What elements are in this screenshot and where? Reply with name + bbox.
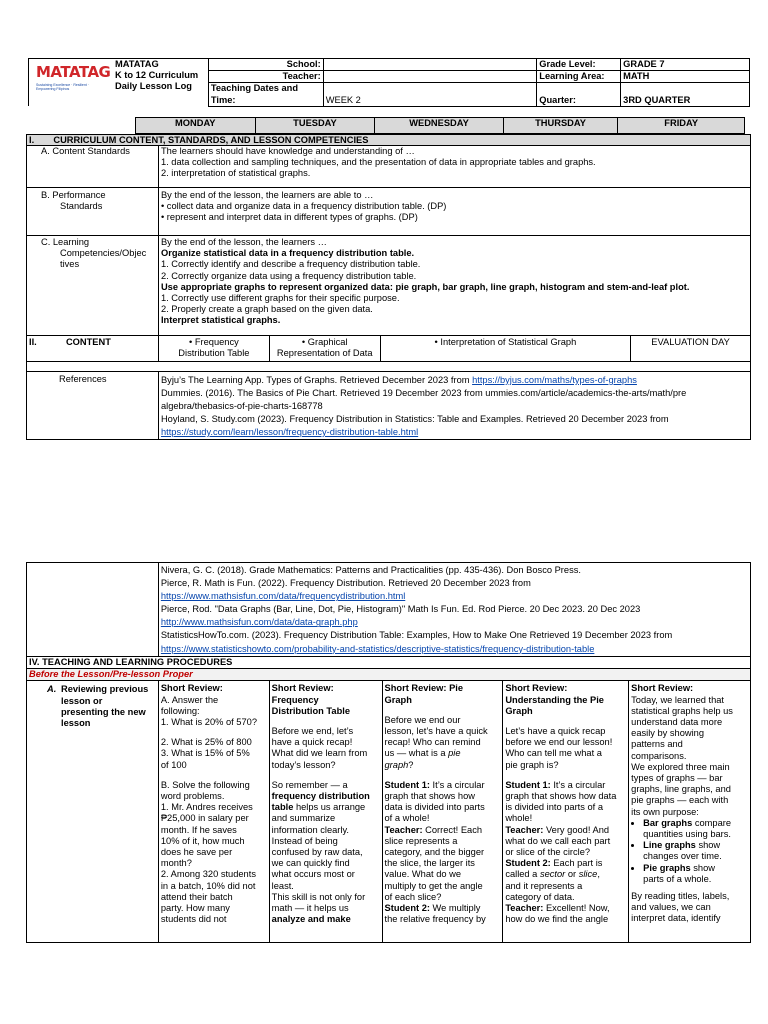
ref-4: Nivera, G. C. (2018). Grade Mathematics: Patterns and Practicalities (pp. 435-436). Don Bosco Press. xyxy=(160,565,581,575)
wed-l5i: graph xyxy=(384,759,409,770)
fri-l3: understand data more xyxy=(631,717,723,728)
fri-b1c: quantities using bars. xyxy=(643,829,732,840)
mon-l17: attend their batch xyxy=(160,891,233,902)
day-monday: MONDAY xyxy=(136,118,256,134)
header-table xyxy=(28,58,750,107)
tue-l17: analyze and make xyxy=(271,914,351,925)
tue-l13: what occurs most or xyxy=(271,869,355,880)
mon-l5: 3. What is 15% of 5% xyxy=(160,748,250,759)
wed-s1: Student 1: xyxy=(384,779,430,790)
fri-l12: By reading titles, labels, xyxy=(631,891,730,902)
fri-b3: Pie graphs xyxy=(643,862,691,873)
content-tue-b: Representation of Data xyxy=(276,348,373,359)
quarter-label: Quarter: xyxy=(537,83,621,106)
thu-h3: Graph xyxy=(505,705,533,716)
days-header xyxy=(135,117,745,134)
fri-b1t: compare xyxy=(692,817,732,828)
lc-label-a: C. Learning xyxy=(41,237,90,247)
thu-t2t: Excellent! Now, xyxy=(543,903,610,914)
logo-tagline: Sustaining Excellence · Resilient · Empowering Filipinos xyxy=(36,83,89,91)
wed-l14: of each slice? xyxy=(384,891,442,902)
wed-l11: the slice, the larger its xyxy=(384,858,475,869)
mon-l7: B. Solve the following xyxy=(160,779,250,790)
ref-6-link[interactable]: http://www.mathsisfun.com/data/data-graph.php xyxy=(160,617,358,628)
cs-line-1: The learners should have knowledge and understanding of … xyxy=(160,146,415,156)
fri-l8: types of graphs — bar xyxy=(631,773,723,784)
mon-l2: following: xyxy=(160,705,200,716)
teaching-dates-value: WEEK 2 xyxy=(323,83,537,106)
tue-l5: So remember — a xyxy=(271,779,348,790)
tue-l1: Before we end, let’s xyxy=(271,726,354,737)
learning-area-label: Learning Area: xyxy=(537,71,621,83)
title-line-2: K to 12 Curriculum xyxy=(115,70,199,81)
dll-table-page-1 xyxy=(26,134,751,440)
content-mon-b: Distribution Table xyxy=(178,348,250,359)
thu-l10j: slice xyxy=(578,869,598,880)
mon-l15: 2. Among 320 students xyxy=(160,869,256,880)
lc-line-2: Organize statistical data in a frequency distribution table. xyxy=(160,248,415,259)
thu-l13: how do we find the angle xyxy=(505,914,609,925)
wed-s2: Student 2: xyxy=(384,903,430,914)
mon-l6: of 100 xyxy=(160,759,187,770)
fri-l1: Today, we learned that xyxy=(631,694,725,705)
ps-line-2: • collect data and organize data in a frequency distribution table. (DP) xyxy=(160,201,447,212)
school-label: School: xyxy=(208,59,323,71)
tue-l4: today’s lesson? xyxy=(271,759,336,770)
references-row xyxy=(27,372,751,440)
fri-b2t: show xyxy=(695,840,721,851)
fri-l10: pie graphs — each with xyxy=(631,795,729,806)
lc-label-b: Competencies/Objec xyxy=(60,248,147,259)
review-thursday: Short Review: Understanding the Pie Graph Let’s have a quick recap before we end our lesson! Who can tell me what a pie graph is? Student 1: It’s a circular graph that shows how data is divided into parts of a whole! Teacher: Very good! And what do we call each part or slice of the circle? Student 2: Each part is called a sector or slice, and it represents a category of data. Teacher: Excellent! Now, how do we find the angle xyxy=(503,681,629,943)
mon-head: Short Review: xyxy=(160,683,223,694)
thu-l1: Let’s have a quick recap xyxy=(505,726,606,737)
wed-l10: category, and the bigger xyxy=(384,847,485,858)
tue-l8: and summarize xyxy=(271,813,336,824)
content-row xyxy=(27,336,751,362)
fri-b3t: show xyxy=(690,862,715,873)
ps-line-1: By the end of the lesson, the learners are able to … xyxy=(160,190,374,200)
review-label-4: lesson xyxy=(61,718,91,729)
thu-t1: Teacher: xyxy=(505,824,544,835)
review-monday xyxy=(158,681,269,943)
lc-line-3: 1. Correctly identify and describe a frequency distribution table. xyxy=(160,259,421,270)
before-lesson-label: Before the Lesson/Pre-lesson Proper xyxy=(27,669,751,681)
review-tuesday xyxy=(269,681,382,943)
wed-l12: value. What do we xyxy=(384,869,461,880)
references-cont-row xyxy=(27,563,751,657)
mon-l8: word problems. xyxy=(160,791,225,802)
section-4-title: IV. TEACHING AND LEARNING PROCEDURES xyxy=(27,657,751,669)
tue-h2: Frequency xyxy=(271,694,319,705)
teacher-field[interactable] xyxy=(323,71,537,83)
lc-line-7: 2. Properly create a graph based on the given data. xyxy=(160,304,373,315)
thu-l12: category of data. xyxy=(505,891,575,902)
wed-l1: Before we end our xyxy=(384,714,461,725)
learning-area-value: MATH xyxy=(621,71,750,83)
thu-l10i: sector xyxy=(539,869,566,880)
ref-7: StatisticsHowTo.com. (2023). Frequency Distribution Table: Examples, How to Make One Retrieved 19 December 2023 from xyxy=(160,630,673,641)
fri-b2: Line graphs xyxy=(643,840,696,851)
tue-l11: confused by raw data, xyxy=(271,847,363,858)
title-line-3: Daily Lesson Log xyxy=(115,81,192,92)
day-tuesday: TUESDAY xyxy=(255,118,375,134)
section-1-num: I. xyxy=(29,135,35,145)
thu-l4: pie graph is? xyxy=(505,759,559,770)
lc-line-1: By the end of the lesson, the learners … xyxy=(160,237,327,247)
ps-label-b: Standards xyxy=(60,201,103,212)
lc-line-8: Interpret statistical graphs. xyxy=(160,315,281,326)
content-mon-a: • Frequency xyxy=(189,337,239,347)
thu-s1t: It’s a circular xyxy=(550,779,606,790)
ps-line-3: • represent and interpret data in different types of graphs. (DP) xyxy=(160,212,418,223)
list-item xyxy=(643,818,748,840)
ref-1-link[interactable]: https://byjus.com/maths/types-of-graphs xyxy=(472,375,637,385)
wed-h2: Graph xyxy=(384,694,412,705)
thu-h2: Understanding the Pie xyxy=(505,694,604,705)
fri-b1: Bar graphs xyxy=(643,817,693,828)
tue-l7: table xyxy=(271,802,294,813)
wed-t1: Teacher: xyxy=(384,824,423,835)
thu-s2: Student 2: xyxy=(505,858,551,869)
tue-l6: frequency distribution xyxy=(271,791,370,802)
thu-l6: is divided into parts of a xyxy=(505,802,603,813)
section-4-header xyxy=(27,657,751,669)
day-wednesday: WEDNESDAY xyxy=(375,118,503,134)
review-label-3: presenting the new xyxy=(61,706,146,717)
wed-l3: recap! Who can remind xyxy=(384,737,481,748)
day-friday: FRIDAY xyxy=(618,118,745,134)
ref-6: Pierce, Rod. "Data Graphs (Bar, Line, Dot, Pie, Histogram)" Math Is Fun. Ed. Rod Pierce. 20 Dec 2023. 20 Dec 2023 xyxy=(160,604,641,615)
list-item xyxy=(643,840,748,862)
mon-l1: A. Answer the xyxy=(160,694,219,705)
logo-text: MATATAG xyxy=(36,63,111,81)
ref-5: Pierce, R. Math is Fun. (2022). Frequency Distribution. Retrieved 20 December 2023 from xyxy=(160,578,531,589)
review-label-1: Reviewing previous xyxy=(61,684,149,695)
title-line-1: MATATAG xyxy=(115,59,159,69)
review-label-2: lesson or xyxy=(61,695,103,706)
mon-l11: month. If he saves xyxy=(160,824,237,835)
wed-l4: us — what is a xyxy=(384,748,449,759)
fri-l14: interpret data, identify xyxy=(631,913,721,924)
wed-l9: slice represents a xyxy=(384,835,458,846)
thu-l11: and it represents a xyxy=(505,880,583,891)
quarter-value: 3RD QUARTER xyxy=(621,83,750,106)
section-2-title: CONTENT xyxy=(65,337,111,347)
mon-l13: does he save per xyxy=(160,847,233,858)
grade-level-value: GRADE 7 xyxy=(621,59,750,71)
lc-label-c: tives xyxy=(60,259,80,270)
fri-l5: patterns and xyxy=(631,739,683,750)
section-2-num: II. xyxy=(29,337,37,347)
mon-l10: ₱25,000 in salary per xyxy=(160,813,249,824)
grade-level-label: Grade Level: xyxy=(537,59,621,71)
fri-head: Short Review: xyxy=(631,683,694,694)
thu-l7: whole! xyxy=(505,813,533,824)
fri-b3c: parts of a whole. xyxy=(643,873,712,884)
header-title-cell xyxy=(29,59,209,107)
thu-l10b: or xyxy=(565,869,579,880)
thu-t2: Teacher: xyxy=(505,903,544,914)
thu-l2: before we end our lesson! xyxy=(505,737,613,748)
cs-line-2: 1. data collection and sampling techniques, and the presentation of data in appropriate tables and graphs. xyxy=(160,157,596,168)
wed-l4i: pie xyxy=(448,748,461,759)
content-wed-thu: • Interpretation of Statistical Graph xyxy=(380,336,630,362)
thu-t1t: Very good! And xyxy=(543,824,610,835)
fri-l13: and values, we can xyxy=(631,902,711,913)
tue-h3: Distribution Table xyxy=(271,705,351,716)
review-row xyxy=(27,681,751,943)
performance-standards-row xyxy=(27,188,751,236)
teaching-dates-label: Teaching Dates and Time: xyxy=(208,83,323,106)
lc-line-5: Use appropriate graphs to represent organized data: pie graph, bar graph, line graph, histogram and stem-and-leaf plot. xyxy=(160,281,690,292)
wed-h1: Short Review: Pie xyxy=(384,683,464,694)
day-thursday: THURSDAY xyxy=(503,118,618,134)
thu-h1: Short Review: xyxy=(505,683,568,694)
mon-l4: 2. What is 25% of 800 xyxy=(160,737,252,748)
cs-line-3: 2. interpretation of statistical graphs. xyxy=(160,168,311,179)
thu-s2t: Each part is xyxy=(550,858,603,869)
tue-l2: have a quick recap! xyxy=(271,737,353,748)
thu-l5: graph that shows how data xyxy=(505,791,617,802)
tue-l14: least. xyxy=(271,880,294,891)
tue-h1: Short Review: xyxy=(271,683,334,694)
teacher-label: Teacher: xyxy=(208,71,323,83)
fri-l6: comparisons. xyxy=(631,750,687,761)
tue-l12: we can quickly find xyxy=(271,858,350,869)
fri-b2c: changes over time. xyxy=(643,851,722,862)
graph-types-list xyxy=(631,818,748,885)
ref-5-link[interactable]: https://www.mathsisfun.com/data/frequencydistribution.html xyxy=(160,591,406,602)
wed-l6: graph that shows how xyxy=(384,791,475,802)
thu-l3: Who can tell me what a xyxy=(505,748,602,759)
ref-3-link[interactable]: https://study.com/learn/lesson/frequency-distribution-table.html xyxy=(160,427,419,437)
tue-l7b: helps us arrange xyxy=(293,802,366,813)
tue-l16: math — it helps us xyxy=(271,903,349,914)
list-item xyxy=(643,863,748,885)
page-2 xyxy=(0,512,768,1024)
mon-l14: month? xyxy=(160,858,192,869)
ref-3: Hoyland, S. Study.com (2023). Frequency Distribution in Statistics: Table and Examples. Retrieved 20 December 2023 from xyxy=(160,414,669,424)
content-tue-a: • Graphical xyxy=(301,337,348,347)
ref-2-cont: algebra/thebasics-of-pie-charts-168778 xyxy=(160,401,323,411)
mon-l9: 1. Mr. Andres receives xyxy=(160,802,253,813)
wed-l15: the relative frequency by xyxy=(384,914,486,925)
wed-l13: multiply to get the angle xyxy=(384,880,483,891)
wed-l8: of a whole! xyxy=(384,813,430,824)
tue-l3: What did we learn from xyxy=(271,748,368,759)
fri-l7: We explored three main xyxy=(631,761,730,772)
thu-l10: called a xyxy=(505,869,540,880)
fri-l9: graphs, line graphs, and xyxy=(631,784,731,795)
ref-7-link[interactable]: https://www.statisticshowto.com/probability-and-statistics/descriptive-statistics/frequency-distribution-table xyxy=(160,643,595,654)
dll-table-page-2 xyxy=(26,562,751,943)
content-standards-row xyxy=(27,146,751,188)
thu-s1: Student 1: xyxy=(505,779,551,790)
mon-l18: party. How many xyxy=(160,903,230,914)
fri-l4: easily by showing xyxy=(631,728,705,739)
wed-t1t: Correct! Each xyxy=(422,824,483,835)
lc-line-4: 2. Correctly organize data using a frequency distribution table. xyxy=(160,270,417,281)
section-4-sub xyxy=(27,669,751,681)
lc-line-6: 1. Correctly use different graphs for their specific purpose. xyxy=(160,293,400,304)
school-field[interactable] xyxy=(323,59,537,71)
section-1-header xyxy=(27,135,751,146)
wed-s2t: We multiply xyxy=(429,903,481,914)
ref-1: Byju’s The Learning App. Types of Graphs. Retrieved December 2023 from xyxy=(160,375,473,385)
thu-l9: or slice of the circle? xyxy=(505,847,591,858)
competencies-row xyxy=(27,236,751,336)
mon-l19: students did not xyxy=(160,914,227,925)
ps-label-a: B. Performance xyxy=(41,190,106,200)
section-1-title: CURRICULUM CONTENT, STANDARDS, AND LESSON COMPETENCIES xyxy=(53,135,369,145)
wed-s1t: It’s a circular xyxy=(429,779,485,790)
tue-l10: Instead of being xyxy=(271,835,338,846)
wed-l2: lesson, let’s have a quick xyxy=(384,726,488,737)
content-standards-label: A. Content Standards xyxy=(27,146,159,188)
references-label: References xyxy=(27,372,159,440)
fri-l2: statistical graphs help us xyxy=(631,705,733,716)
ref-2: Dummies. (2016). The Basics of Pie Chart. Retrieved 19 December 2023 from ummies.com/article/academics-the-arts/math/pre xyxy=(160,388,687,398)
content-fri: EVALUATION DAY xyxy=(631,336,751,362)
review-label-letter: A. xyxy=(47,684,57,695)
tue-l9: information clearly. xyxy=(271,824,350,835)
review-friday xyxy=(629,681,751,943)
fri-l11: its own purpose: xyxy=(631,806,699,817)
thu-l8: what do we call each part xyxy=(505,835,611,846)
wed-l7: data is divided into parts xyxy=(384,802,485,813)
mon-l3: 1. What is 20% of 570? xyxy=(160,717,257,728)
mon-l16: in a batch, 10% did not xyxy=(160,880,256,891)
tue-l15: This skill is not only for xyxy=(271,891,366,902)
spacer-row xyxy=(27,362,751,372)
mon-l12: 10% of it, how much xyxy=(160,835,245,846)
review-wednesday: Short Review: Pie Graph Before we end our lesson, let’s have a quick recap! Who can remind us — what is a pie graph? Student 1: It’s a circular graph that shows how data is divided into parts of a whole! Teacher: Correct! Each slice represents a category, and the bigger the slice, the larger its value. What do we multiply to get the angle of each slice? Student 2: We multiply the relative frequency by xyxy=(382,681,503,943)
